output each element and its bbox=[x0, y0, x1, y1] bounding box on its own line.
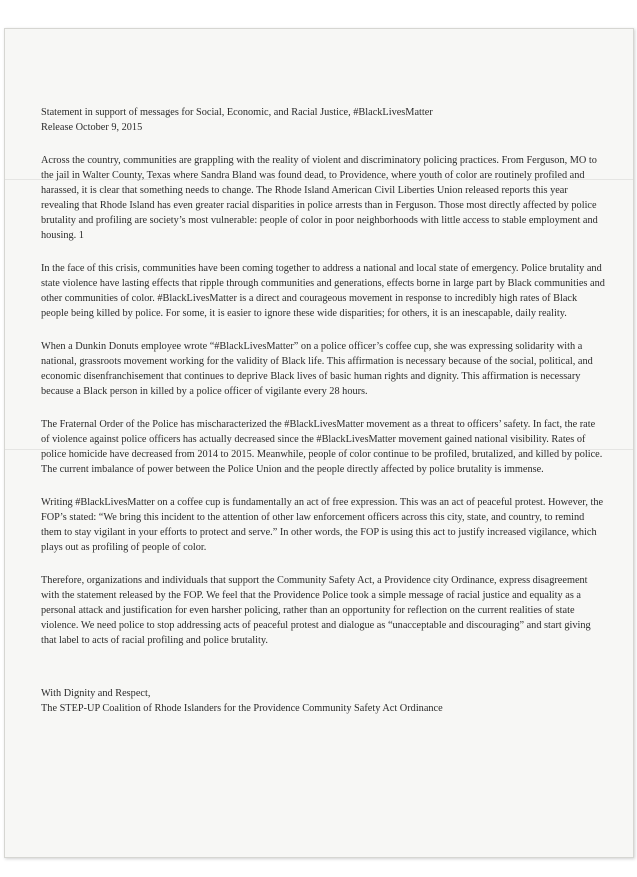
paragraph: Writing #BlackLivesMatter on a coffee cup is fundamentally an act of free expression. This was an act of peaceful protest. However, the FOP’s stated: “We bring this incident to the attention of other law enforcement officers across this city, state, and country, to remind them to stay vigilant in your efforts to protect and serve.” In other words, the FOP is using this act to justify increased vigilance, which plays out as profiling of people of color. bbox=[41, 497, 604, 553]
paragraph: The Fraternal Order of the Police has mischaracterized the #BlackLivesMatter movement as a threat to officers’ safety. In fact, the rate of violence against police officers has actually decreased since the #BlackLivesMatter movement gained national visibility. Rates of police homicide have decreased from 2014 to 2015. Meanwhile, people of color continue to be profiled, brutalized, and killed by police. The current imbalance of power between the Police Union and the people directly affected by police brutality is immense. bbox=[41, 419, 603, 475]
document-content bbox=[41, 105, 606, 716]
paragraph: Across the country, communities are grappling with the reality of violent and discriminatory policing practices. From Ferguson, MO to the jail in Walter County, Texas where Sandra Bland was found dead, to Providence, where youth of color are routinely profiled and harassed, it is clear that something needs to change. The Rhode Island American Civil Liberties Union released reports this year revealing that Rhode Island has even greater racial disparities in police arrests than in Ferguson. Those most directly affected by police brutality and profiling are society’s most vulnerable: people of color in poor neighborhoods with little access to stable employment and housing. 1 bbox=[41, 155, 598, 241]
signature: The STEP-UP Coalition of Rhode Islanders for the Providence Community Safety Act Ordinance bbox=[41, 703, 443, 714]
paragraph: Therefore, organizations and individuals that support the Community Safety Act, a Providence city Ordinance, express disagreement with the statement released by the FOP. We feel that the Providence Police took a simple message of racial justice and equality as a personal attack and justification for even harsher policing, rather than an opportunity for reflection on the current realities of state violence. We need police to stop addressing acts of peaceful protest and dialogue as “unacceptable and discouraging” and start giving that label to acts of racial profiling and police brutality. bbox=[41, 575, 591, 646]
document-title: Statement in support of messages for Social, Economic, and Racial Justice, #BlackLivesMatter bbox=[41, 107, 433, 118]
signoff bbox=[41, 686, 606, 716]
closing-line: With Dignity and Respect, bbox=[41, 688, 151, 699]
document-body bbox=[41, 153, 606, 648]
release-date: Release October 9, 2015 bbox=[41, 122, 143, 133]
paragraph: In the face of this crisis, communities have been coming together to address a national and local state of emergency. Police brutality and state violence have lasting effects that ripple through communities and generations, effects borne in large part by Black communities and other communities of color. #BlackLivesMatter is a direct and courageous movement in response to incredibly high rates of Black people being killed by police. For some, it is easier to ignore these wide disparities; for others, it is an inescapable, daily reality. bbox=[41, 263, 605, 319]
paragraph: When a Dunkin Donuts employee wrote “#BlackLivesMatter” on a police officer’s coffee cup, she was expressing solidarity with a national, grassroots movement working for the validity of Black life. This affirmation is necessary because of the social, political, and economic disenfranchisement that continues to deprive Black lives of basic human rights and dignity. This affirmation is necessary because a Black person in killed by a police officer of vigilante every 28 hours. bbox=[41, 341, 593, 397]
document-page bbox=[4, 28, 634, 858]
document-heading bbox=[41, 105, 606, 135]
